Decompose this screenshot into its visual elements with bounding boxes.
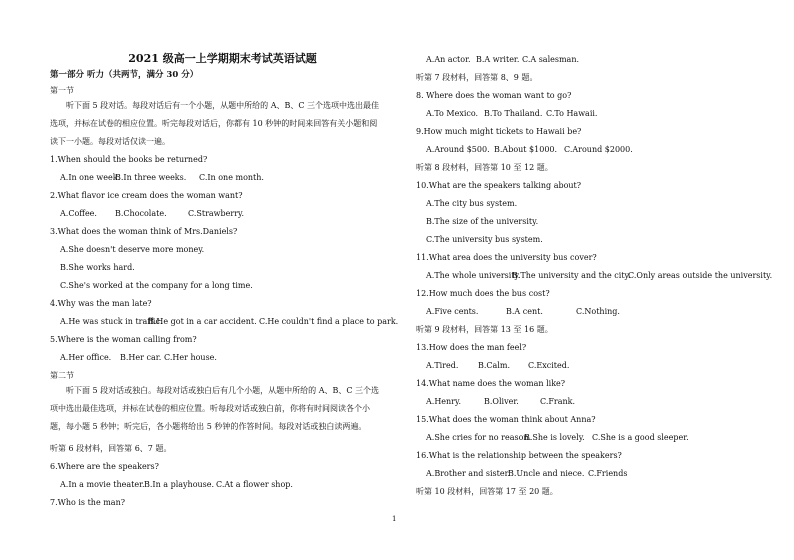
page-title: 2021 级高一上学期期末考试英语试题 bbox=[128, 52, 317, 65]
option[interactable]: B.The university and the city. bbox=[512, 271, 631, 280]
option[interactable]: B.Oliver. bbox=[484, 397, 519, 406]
question-14-options bbox=[416, 397, 575, 407]
option[interactable]: C.At a flower shop. bbox=[216, 480, 293, 489]
option[interactable]: A.Henry. bbox=[426, 397, 462, 406]
option[interactable]: C.Strawberry. bbox=[188, 209, 245, 218]
question-2: 2.What flavor ice cream does the woman want? bbox=[50, 191, 243, 200]
question-4: 4.Why was the man late? bbox=[50, 299, 152, 308]
option[interactable]: B.Uncle and niece. bbox=[508, 469, 585, 478]
question-10: 10.What are the speakers talking about? bbox=[416, 181, 582, 190]
option[interactable]: A.The city bus system. bbox=[426, 199, 518, 208]
option[interactable]: C.Friends bbox=[588, 469, 628, 478]
section2-label: 第二节 bbox=[50, 371, 74, 380]
part1-heading: 第一部分 听力（共两节，满分 30 分） bbox=[50, 70, 199, 80]
option[interactable]: C.The university bus system. bbox=[426, 235, 543, 244]
question-11: 11.What area does the university bus cover? bbox=[416, 253, 597, 262]
question-5: 5.Where is the woman calling from? bbox=[50, 335, 197, 344]
option[interactable]: B.The size of the university. bbox=[426, 217, 539, 226]
section2-instructions: 听下面 5 段对话或独白。每段对话或独白后有几个小题，从题中所给的 A、B、C 三个选项中选出最佳选项，并标在试卷的相应位置。听每段对话或独白前，你将有时间阅读各个小题，每小题 5 秒钟；听完后，各小题将给出 5 秒钟的作答时间。每段对话或独白读两遍。 bbox=[50, 386, 380, 431]
option[interactable]: B.To Thailand. bbox=[484, 109, 543, 118]
option[interactable]: A.She doesn't deserve more money. bbox=[60, 245, 205, 254]
option[interactable]: B.He got in a car accident. bbox=[148, 317, 257, 326]
option[interactable]: C.Her house. bbox=[164, 353, 217, 362]
question-15: 15.What does the woman think about Anna? bbox=[416, 415, 596, 424]
option[interactable]: C.Only areas outside the university. bbox=[628, 271, 773, 280]
option[interactable]: B.A cent. bbox=[506, 307, 543, 316]
option[interactable]: B.Chocolate. bbox=[115, 209, 167, 218]
option[interactable]: A.An actor. bbox=[426, 55, 471, 64]
material-10-12: 听第 8 段材料，回答第 10 至 12 题。 bbox=[416, 163, 553, 172]
question-4-options bbox=[50, 317, 398, 327]
option[interactable]: C.He couldn't find a place to park. bbox=[259, 317, 399, 326]
question-2-options bbox=[50, 209, 244, 219]
option[interactable]: C.Nothing. bbox=[576, 307, 620, 316]
question-9-options bbox=[416, 145, 633, 155]
question-13: 13.How does the man feel? bbox=[416, 343, 527, 352]
option[interactable]: A.Her office. bbox=[60, 353, 112, 362]
option[interactable]: A.Five cents. bbox=[426, 307, 479, 316]
question-1: 1.When should the books be returned? bbox=[50, 155, 208, 164]
question-16-options bbox=[416, 469, 627, 479]
question-12-options bbox=[416, 307, 620, 317]
question-9: 9.How much might tickets to Hawaii be? bbox=[416, 127, 582, 136]
question-15-options bbox=[416, 433, 689, 443]
option[interactable]: C.In one month. bbox=[199, 173, 264, 182]
page-number: 1 bbox=[392, 515, 397, 523]
option[interactable]: B.A writer. bbox=[476, 55, 520, 64]
option[interactable]: A.Around $500. bbox=[426, 145, 490, 154]
option[interactable]: A.Brother and sister. bbox=[426, 469, 511, 478]
option[interactable]: A.To Mexico. bbox=[426, 109, 479, 118]
option[interactable]: B.About $1000. bbox=[494, 145, 558, 154]
question-6-options bbox=[50, 480, 293, 490]
section1-label: 第一节 bbox=[50, 86, 74, 95]
question-16: 16.What is the relationship between the speakers? bbox=[416, 451, 622, 460]
option[interactable]: C.A salesman. bbox=[522, 55, 580, 64]
question-8-options bbox=[416, 109, 597, 119]
option[interactable]: A.He was stuck in traffic. bbox=[60, 317, 163, 326]
option[interactable]: B.Her car. bbox=[120, 353, 162, 362]
option[interactable]: C.To Hawaii. bbox=[546, 109, 598, 118]
option[interactable]: A.In one week. bbox=[60, 173, 121, 182]
question-6: 6.Where are the speakers? bbox=[50, 462, 159, 471]
material-17-20: 听第 10 段材料，回答第 17 至 20 题。 bbox=[416, 487, 558, 496]
option[interactable]: C.She's worked at the company for a long time. bbox=[60, 281, 253, 290]
question-12: 12.How much does the bus cost? bbox=[416, 289, 550, 298]
option[interactable]: A.In a movie theater. bbox=[60, 480, 145, 489]
question-11-options bbox=[416, 271, 772, 281]
option[interactable]: A.The whole university. bbox=[426, 271, 521, 280]
question-5-options bbox=[50, 353, 217, 363]
option[interactable]: C.Around $2000. bbox=[564, 145, 633, 154]
option[interactable]: B.In three weeks. bbox=[115, 173, 187, 182]
option[interactable]: A.Tired. bbox=[426, 361, 459, 370]
material-13-16: 听第 9 段材料，回答第 13 至 16 题。 bbox=[416, 325, 553, 334]
question-8: 8. Where does the woman want to go? bbox=[416, 91, 572, 100]
question-7: 7.Who is the man? bbox=[50, 498, 126, 507]
option[interactable]: B.She works hard. bbox=[60, 263, 135, 272]
option[interactable]: A.Coffee. bbox=[60, 209, 97, 218]
question-1-options bbox=[50, 173, 264, 183]
option[interactable]: C.Excited. bbox=[528, 361, 570, 370]
question-14: 14.What name does the woman like? bbox=[416, 379, 566, 388]
option[interactable]: A.She cries for no reason. bbox=[426, 433, 532, 442]
section1-instructions: 听下面 5 段对话。每段对话后有一个小题，从题中所给的 A、B、C 三个选项中选出最佳选项，并标在试卷的相应位置。听完每段对话后，你都有 10 秒钟的时间来回答有关小题和阅读下一小题。每段对话仅读一遍。 bbox=[50, 101, 380, 146]
question-7-options bbox=[416, 55, 579, 65]
option[interactable]: C.Frank. bbox=[540, 397, 576, 406]
option[interactable]: C.She is a good sleeper. bbox=[592, 433, 689, 442]
option[interactable]: B.Calm. bbox=[478, 361, 510, 370]
option[interactable]: B.In a playhouse. bbox=[144, 480, 215, 489]
material-6-7: 听第 6 段材料，回答第 6、7 题。 bbox=[50, 444, 172, 453]
question-3: 3.What does the woman think of Mrs.Daniels? bbox=[50, 227, 238, 236]
question-13-options bbox=[416, 361, 569, 371]
material-8-9: 听第 7 段材料，回答第 8、9 题。 bbox=[416, 73, 538, 82]
option[interactable]: B.She is lovely. bbox=[524, 433, 585, 442]
